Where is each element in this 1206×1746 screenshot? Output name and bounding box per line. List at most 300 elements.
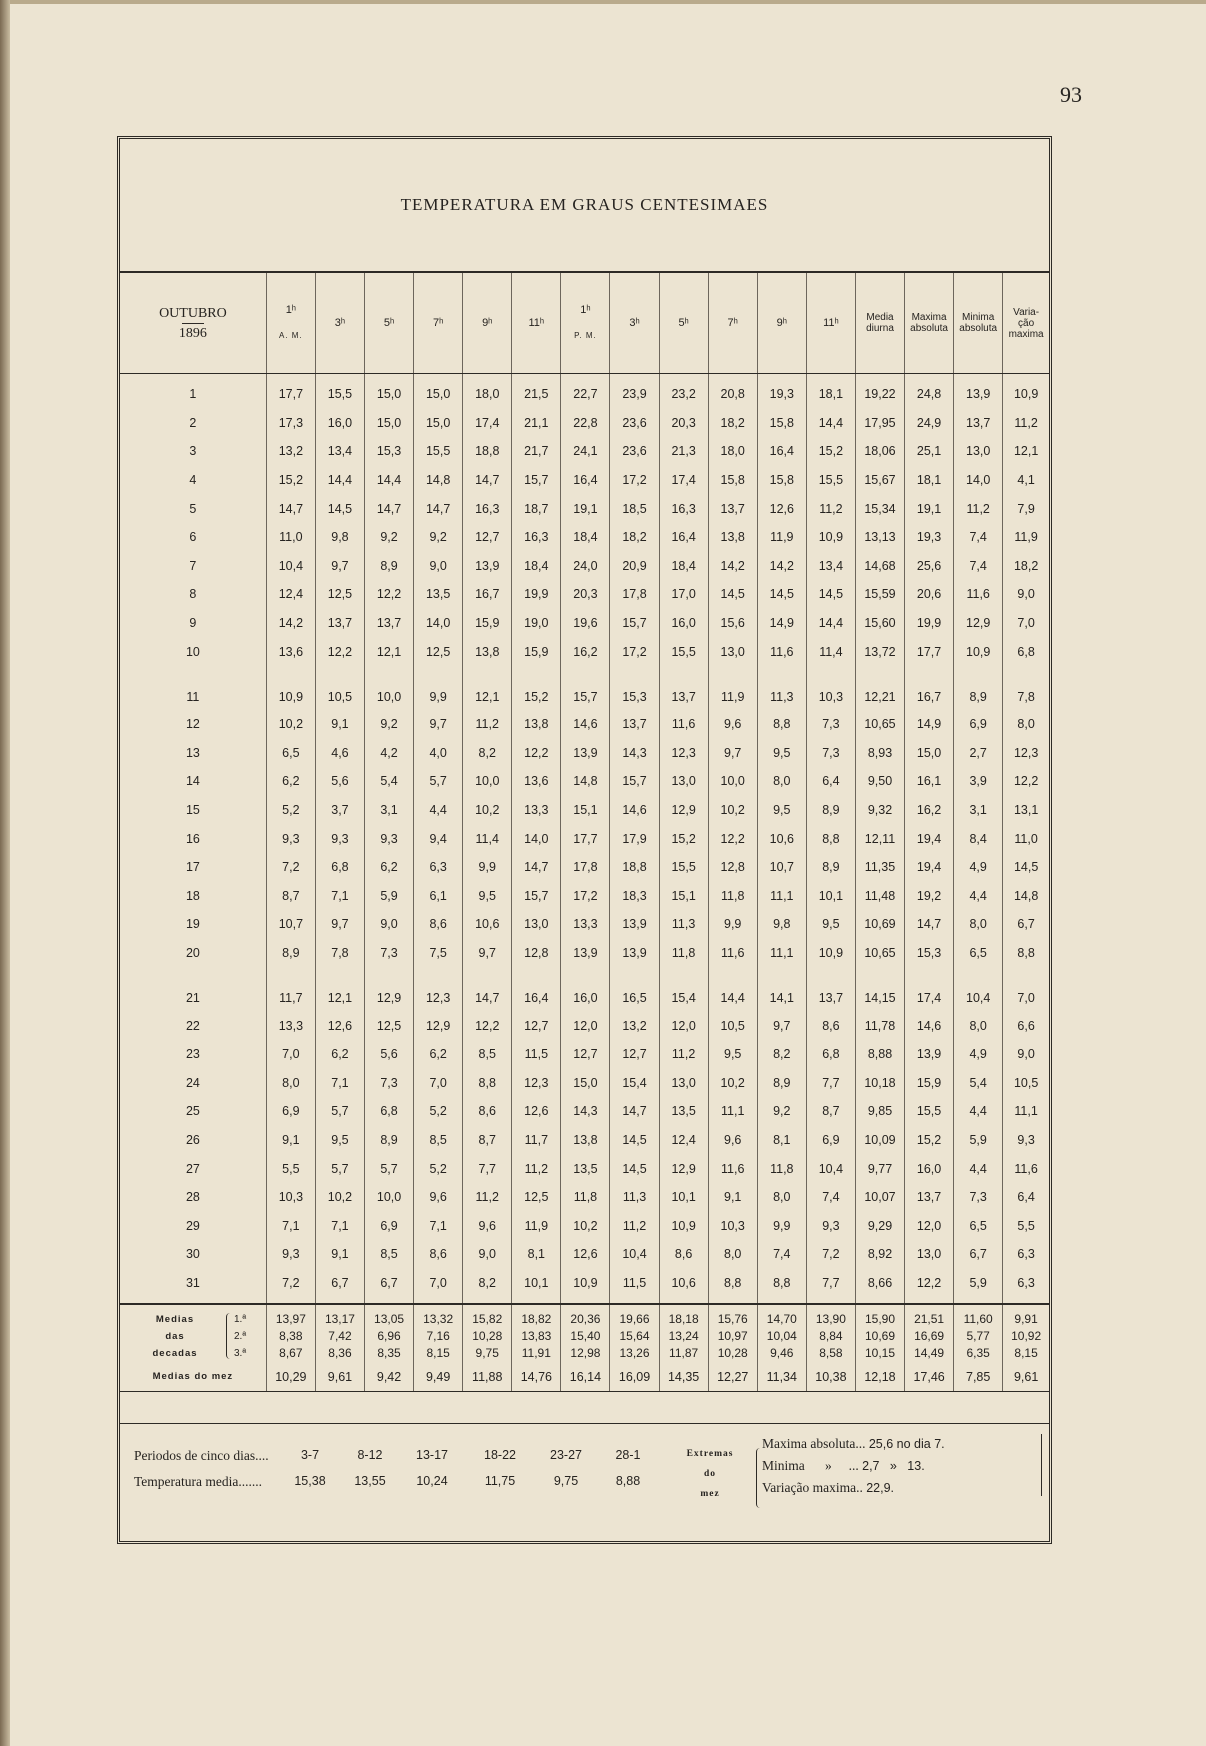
period-mean-temperature: 10,24	[416, 1474, 448, 1488]
month-mean-cell: 14,76	[512, 1362, 561, 1391]
value-cell: 15,0	[414, 374, 463, 409]
day-cell: 18	[185, 888, 200, 903]
value-cell: 10,4	[806, 1154, 855, 1183]
hour-header-9	[708, 273, 757, 374]
value-cell: 14,7	[463, 967, 512, 1011]
value-cell: 10,9	[806, 523, 855, 552]
value-cell: 12,2	[463, 1011, 512, 1040]
value-cell: 14,68	[855, 552, 904, 581]
value-cell: 9,3	[315, 824, 364, 853]
value-cell: 5,2	[414, 1097, 463, 1126]
value-cell: 17,7	[266, 374, 315, 409]
value-cell: 10,2	[315, 1183, 364, 1212]
stat-header-line: absoluta	[910, 323, 948, 334]
value-cell: 8,93	[855, 739, 904, 768]
value-cell: 5,7	[315, 1097, 364, 1126]
day-cell: 27	[185, 1161, 200, 1176]
value-cell: 6,2	[315, 1040, 364, 1069]
value-cell: 15,0	[561, 1068, 610, 1097]
value-cell: 9,0	[414, 552, 463, 581]
decade-mean-cell	[905, 1304, 954, 1362]
value-cell: 9,50	[855, 767, 904, 796]
value-cell: 10,5	[315, 666, 364, 710]
value-cell: 12,8	[708, 853, 757, 882]
value-cell: 16,0	[905, 1154, 954, 1183]
day-cell: 2	[189, 415, 197, 430]
value-cell: 11,6	[1003, 1154, 1049, 1183]
right-rule	[1041, 1434, 1042, 1496]
value-cell: 16,7	[905, 666, 954, 710]
value-cell: 15,5	[659, 853, 708, 882]
value-cell: 12,2	[1003, 767, 1049, 796]
value-cell: 13,9	[954, 374, 1003, 409]
extremas-label	[668, 1444, 752, 1504]
hour-label: 11ʰ	[528, 317, 545, 329]
value-cell: 17,3	[266, 409, 315, 438]
value-cell: 14,8	[561, 767, 610, 796]
value-cell: 5,6	[365, 1040, 414, 1069]
value-cell: 6,2	[414, 1040, 463, 1069]
value-cell: 16,0	[659, 609, 708, 638]
decade-mean-value: 8,58	[819, 1346, 843, 1361]
decade-mean-cell	[806, 1304, 855, 1362]
hour-label: 7ʰ	[432, 317, 444, 329]
value-cell: 9,8	[757, 910, 806, 939]
decade-means-row	[120, 1304, 1049, 1362]
value-cell: 6,4	[806, 767, 855, 796]
decade-mean-value: 7,42	[328, 1329, 352, 1344]
day-cell: 11	[186, 689, 200, 704]
value-cell: 8,9	[757, 1068, 806, 1097]
value-cell: 18,0	[708, 437, 757, 466]
value-cell: 10,1	[806, 882, 855, 911]
value-cell: 8,6	[659, 1240, 708, 1269]
value-cell: 4,9	[954, 853, 1003, 882]
page-edge-top	[0, 0, 1206, 4]
value-cell: 15,4	[610, 1068, 659, 1097]
value-cell: 6,5	[954, 1211, 1003, 1240]
value-cell: 10,0	[463, 767, 512, 796]
value-cell: 9,9	[463, 853, 512, 882]
value-cell: 18,2	[1003, 552, 1049, 581]
value-cell: 19,3	[757, 374, 806, 409]
value-cell: 18,7	[512, 494, 561, 523]
value-cell: 6,2	[266, 767, 315, 796]
day-cell: 8	[189, 587, 197, 602]
value-cell: 17,2	[561, 882, 610, 911]
value-cell: 11,4	[463, 824, 512, 853]
value-cell: 9,6	[708, 1126, 757, 1155]
value-cell: 11,3	[659, 910, 708, 939]
table-row	[120, 710, 1049, 739]
value-cell: 9,3	[266, 824, 315, 853]
value-cell: 13,6	[266, 637, 315, 666]
decade-mean-value: 18,82	[521, 1312, 552, 1327]
value-cell: 13,9	[610, 910, 659, 939]
value-cell: 9,3	[806, 1211, 855, 1240]
value-cell: 13,72	[855, 637, 904, 666]
value-cell: 14,5	[1003, 853, 1049, 882]
value-cell: 6,7	[315, 1269, 364, 1305]
value-cell: 6,9	[365, 1211, 414, 1240]
month-mean-cell: 9,61	[1003, 1362, 1049, 1391]
extrema-line-min	[762, 1458, 925, 1474]
table-row	[120, 767, 1049, 796]
value-cell: 20,9	[610, 552, 659, 581]
value-cell: 13,3	[561, 910, 610, 939]
month-mean-cell: 10,29	[266, 1362, 315, 1391]
decade-ordinal: 3.ª	[234, 1348, 247, 1360]
value-cell: 8,6	[414, 1240, 463, 1269]
value-cell: 20,8	[708, 374, 757, 409]
value-cell: 17,7	[561, 824, 610, 853]
decade-mean-value: 10,15	[864, 1346, 895, 1361]
value-cell: 9,6	[414, 1183, 463, 1212]
value-cell: 8,0	[757, 1183, 806, 1212]
value-cell: 6,6	[1003, 1011, 1049, 1040]
value-cell: 16,4	[659, 523, 708, 552]
value-cell: 11,3	[610, 1183, 659, 1212]
value-cell: 9,5	[806, 910, 855, 939]
value-cell: 7,1	[315, 1068, 364, 1097]
value-cell: 13,0	[659, 1068, 708, 1097]
value-cell: 8,6	[414, 910, 463, 939]
value-cell: 14,8	[414, 466, 463, 495]
value-cell: 13,9	[561, 739, 610, 768]
value-cell: 11,1	[757, 939, 806, 968]
value-cell: 15,4	[659, 967, 708, 1011]
value-cell: 8,5	[365, 1240, 414, 1269]
value-cell: 8,8	[757, 710, 806, 739]
value-cell: 8,9	[365, 552, 414, 581]
value-cell: 13,9	[905, 1040, 954, 1069]
decade-mean-value: 5,77	[966, 1329, 990, 1344]
value-cell: 11,8	[561, 1183, 610, 1212]
value-cell: 13,7	[659, 666, 708, 710]
value-cell: 18,1	[905, 466, 954, 495]
value-cell: 12,21	[855, 666, 904, 710]
table-row	[120, 1097, 1049, 1126]
table-row	[120, 580, 1049, 609]
day-cell: 21	[185, 991, 200, 1006]
hour-header-8	[659, 273, 708, 374]
decade-mean-value: 6,35	[966, 1346, 990, 1361]
value-cell: 13,1	[1003, 796, 1049, 825]
value-cell: 11,1	[757, 882, 806, 911]
value-cell: 10,2	[708, 796, 757, 825]
extremas-word-2: do	[703, 1469, 717, 1479]
decade-mean-cell	[610, 1304, 659, 1362]
value-cell: 25,6	[905, 552, 954, 581]
value-cell: 11,5	[610, 1269, 659, 1305]
value-cell: 9,1	[315, 1240, 364, 1269]
value-cell: 8,9	[806, 853, 855, 882]
value-cell: 9,2	[365, 710, 414, 739]
value-cell: 11,8	[659, 939, 708, 968]
month-mean-cell: 16,09	[610, 1362, 659, 1391]
hour-label: 5ʰ	[383, 317, 395, 329]
value-cell: 7,2	[266, 853, 315, 882]
value-cell: 10,4	[266, 552, 315, 581]
stat-header-2	[954, 273, 1003, 374]
value-cell: 10,2	[266, 710, 315, 739]
value-cell: 9,6	[463, 1211, 512, 1240]
value-cell: 5,2	[414, 1154, 463, 1183]
value-cell: 10,6	[659, 1269, 708, 1305]
value-cell: 10,3	[708, 1211, 757, 1240]
value-cell: 4,0	[414, 739, 463, 768]
value-cell: 17,4	[463, 409, 512, 438]
month-dash	[182, 323, 204, 324]
value-cell: 12,2	[365, 580, 414, 609]
value-cell: 19,4	[905, 853, 954, 882]
value-cell: 6,5	[954, 939, 1003, 968]
value-cell: 9,0	[1003, 1040, 1049, 1069]
value-cell: 12,7	[463, 523, 512, 552]
value-cell: 15,67	[855, 466, 904, 495]
value-cell: 6,8	[365, 1097, 414, 1126]
value-cell: 14,4	[806, 609, 855, 638]
value-cell: 11,2	[954, 494, 1003, 523]
value-cell: 9,5	[757, 796, 806, 825]
value-cell: 4,4	[954, 1097, 1003, 1126]
day-cell: 3	[189, 444, 197, 459]
value-cell: 6,8	[315, 853, 364, 882]
value-cell: 17,4	[905, 967, 954, 1011]
table-row	[120, 523, 1049, 552]
value-cell: 10,4	[610, 1240, 659, 1269]
value-cell: 7,8	[315, 939, 364, 968]
value-cell: 23,9	[610, 374, 659, 409]
decade-ordinals	[234, 1311, 246, 1362]
value-cell: 17,8	[561, 853, 610, 882]
period-mean-temperature: 15,38	[294, 1474, 326, 1488]
value-cell: 14,1	[757, 967, 806, 1011]
value-cell: 9,77	[855, 1154, 904, 1183]
value-cell: 10,9	[659, 1211, 708, 1240]
value-cell: 10,3	[266, 1183, 315, 1212]
page-number: 93	[1060, 82, 1082, 107]
value-cell: 7,1	[315, 882, 364, 911]
table-row	[120, 796, 1049, 825]
extrema-line-max	[762, 1436, 945, 1452]
value-cell: 19,1	[905, 494, 954, 523]
value-cell: 17,0	[659, 580, 708, 609]
extrema-line-variation	[762, 1480, 894, 1496]
day-cell: 17	[185, 860, 200, 875]
value-cell: 15,5	[659, 637, 708, 666]
extrema-variation-value: 22,9.	[866, 1481, 895, 1495]
decade-mean-value: 13,17	[324, 1312, 355, 1327]
month-mean-cell: 10,38	[806, 1362, 855, 1391]
table-frame	[117, 136, 1052, 1544]
value-cell: 13,6	[512, 767, 561, 796]
page-binding-edge	[0, 0, 10, 1746]
value-cell: 13,3	[512, 796, 561, 825]
value-cell: 18,8	[610, 853, 659, 882]
value-cell: 9,1	[315, 710, 364, 739]
value-cell: 8,2	[463, 739, 512, 768]
decade-ordinal: 1.ª	[234, 1314, 247, 1326]
value-cell: 8,7	[806, 1097, 855, 1126]
value-cell: 20,3	[561, 580, 610, 609]
decade-mean-value: 10,97	[717, 1329, 748, 1344]
value-cell: 11,1	[1003, 1097, 1049, 1126]
value-cell: 8,8	[463, 1068, 512, 1097]
value-cell: 16,3	[659, 494, 708, 523]
value-cell: 16,7	[463, 580, 512, 609]
summary-section	[120, 1423, 1049, 1524]
decade-mean-cell	[463, 1304, 512, 1362]
value-cell: 11,2	[1003, 409, 1049, 438]
value-cell: 3,7	[315, 796, 364, 825]
value-cell: 18,2	[708, 409, 757, 438]
month-mean-cell: 16,14	[561, 1362, 610, 1391]
value-cell: 7,0	[1003, 967, 1049, 1011]
day-cell: 22	[185, 1018, 200, 1033]
value-cell: 8,8	[708, 1269, 757, 1305]
value-cell: 15,0	[365, 374, 414, 409]
value-cell: 14,5	[610, 1154, 659, 1183]
value-cell: 15,1	[561, 796, 610, 825]
value-cell: 9,0	[365, 910, 414, 939]
day-cell: 9	[189, 616, 197, 631]
value-cell: 11,6	[757, 637, 806, 666]
value-cell: 10,65	[855, 710, 904, 739]
day-cell: 23	[185, 1047, 200, 1062]
decade-mean-cell	[855, 1304, 904, 1362]
decade-mean-value: 16,69	[914, 1329, 945, 1344]
value-cell: 15,5	[315, 374, 364, 409]
value-cell: 14,0	[414, 609, 463, 638]
table-row	[120, 1126, 1049, 1155]
value-cell: 12,0	[905, 1211, 954, 1240]
value-cell: 16,5	[610, 967, 659, 1011]
value-cell: 14,7	[414, 494, 463, 523]
decade-mean-value: 11,87	[669, 1346, 699, 1361]
value-cell: 8,9	[365, 1126, 414, 1155]
value-cell: 13,7	[315, 609, 364, 638]
value-cell: 7,2	[806, 1240, 855, 1269]
day-cell: 24	[185, 1075, 200, 1090]
period-mean-temperature: 13,55	[354, 1474, 386, 1488]
value-cell: 9,9	[414, 666, 463, 710]
value-cell: 13,5	[414, 580, 463, 609]
stat-header-line: Media	[866, 312, 894, 323]
value-cell: 2,7	[954, 739, 1003, 768]
period-range: 13-17	[416, 1448, 448, 1462]
value-cell: 13,4	[315, 437, 364, 466]
decade-label-word: das	[165, 1331, 185, 1343]
value-cell: 5,7	[365, 1154, 414, 1183]
decade-mean-cell	[315, 1304, 364, 1362]
value-cell: 7,3	[365, 939, 414, 968]
value-cell: 24,8	[905, 374, 954, 409]
value-cell: 8,0	[266, 1068, 315, 1097]
value-cell: 21,3	[659, 437, 708, 466]
value-cell: 12,9	[954, 609, 1003, 638]
table-row	[120, 1154, 1049, 1183]
table-row	[120, 1011, 1049, 1040]
value-cell: 24,1	[561, 437, 610, 466]
value-cell: 14,5	[757, 580, 806, 609]
value-cell: 12,1	[315, 967, 364, 1011]
value-cell: 6,8	[806, 1040, 855, 1069]
table-row	[120, 609, 1049, 638]
value-cell: 17,2	[610, 637, 659, 666]
value-cell: 8,6	[806, 1011, 855, 1040]
value-cell: 13,5	[659, 1097, 708, 1126]
value-cell: 8,6	[463, 1097, 512, 1126]
value-cell: 10,6	[463, 910, 512, 939]
day-cell: 10	[185, 644, 200, 659]
period-mean-temperature: 11,75	[484, 1474, 516, 1488]
value-cell: 9,7	[414, 710, 463, 739]
value-cell: 10,09	[855, 1126, 904, 1155]
value-cell: 10,5	[1003, 1068, 1049, 1097]
value-cell: 7,9	[1003, 494, 1049, 523]
value-cell: 16,4	[561, 466, 610, 495]
value-cell: 9,5	[757, 739, 806, 768]
decade-mean-cell	[1003, 1304, 1049, 1362]
value-cell: 10,9	[561, 1269, 610, 1305]
value-cell: 11,5	[512, 1040, 561, 1069]
value-cell: 9,2	[365, 523, 414, 552]
day-cell: 15	[185, 803, 200, 818]
value-cell: 10,9	[266, 666, 315, 710]
decade-mean-value: 10,69	[864, 1329, 895, 1344]
value-cell: 10,07	[855, 1183, 904, 1212]
value-cell: 9,1	[266, 1126, 315, 1155]
value-cell: 9,7	[315, 910, 364, 939]
value-cell: 9,7	[463, 939, 512, 968]
value-cell: 14,2	[757, 552, 806, 581]
value-cell: 9,8	[315, 523, 364, 552]
value-cell: 17,9	[610, 824, 659, 853]
decade-mean-value: 13,83	[521, 1329, 552, 1344]
hour-header-7	[610, 273, 659, 374]
decade-mean-value: 13,24	[668, 1329, 699, 1344]
value-cell: 4,2	[365, 739, 414, 768]
value-cell: 15,2	[266, 466, 315, 495]
value-cell: 10,7	[266, 910, 315, 939]
value-cell: 9,0	[463, 1240, 512, 1269]
decade-mean-value: 15,64	[619, 1329, 650, 1344]
value-cell: 11,1	[708, 1097, 757, 1126]
value-cell: 15,7	[610, 767, 659, 796]
value-cell: 8,1	[757, 1126, 806, 1155]
value-cell: 5,7	[315, 1154, 364, 1183]
period-range: 18-22	[484, 1448, 516, 1462]
temperature-table	[120, 273, 1049, 1392]
value-cell: 11,0	[1003, 824, 1049, 853]
value-cell: 13,9	[463, 552, 512, 581]
value-cell: 11,6	[954, 580, 1003, 609]
day-cell: 12	[185, 717, 200, 732]
value-cell: 18,1	[806, 374, 855, 409]
table-row	[120, 1183, 1049, 1212]
mean-temperature-label: Temperatura media.......	[134, 1474, 262, 1489]
value-cell: 12,5	[414, 637, 463, 666]
value-cell: 15,3	[905, 939, 954, 968]
value-cell: 15,2	[512, 666, 561, 710]
day-cell: 30	[185, 1247, 200, 1262]
value-cell: 7,4	[954, 523, 1003, 552]
value-cell: 6,9	[266, 1097, 315, 1126]
value-cell: 11,2	[463, 710, 512, 739]
table-row	[120, 824, 1049, 853]
decade-mean-value: 6,96	[377, 1329, 401, 1344]
